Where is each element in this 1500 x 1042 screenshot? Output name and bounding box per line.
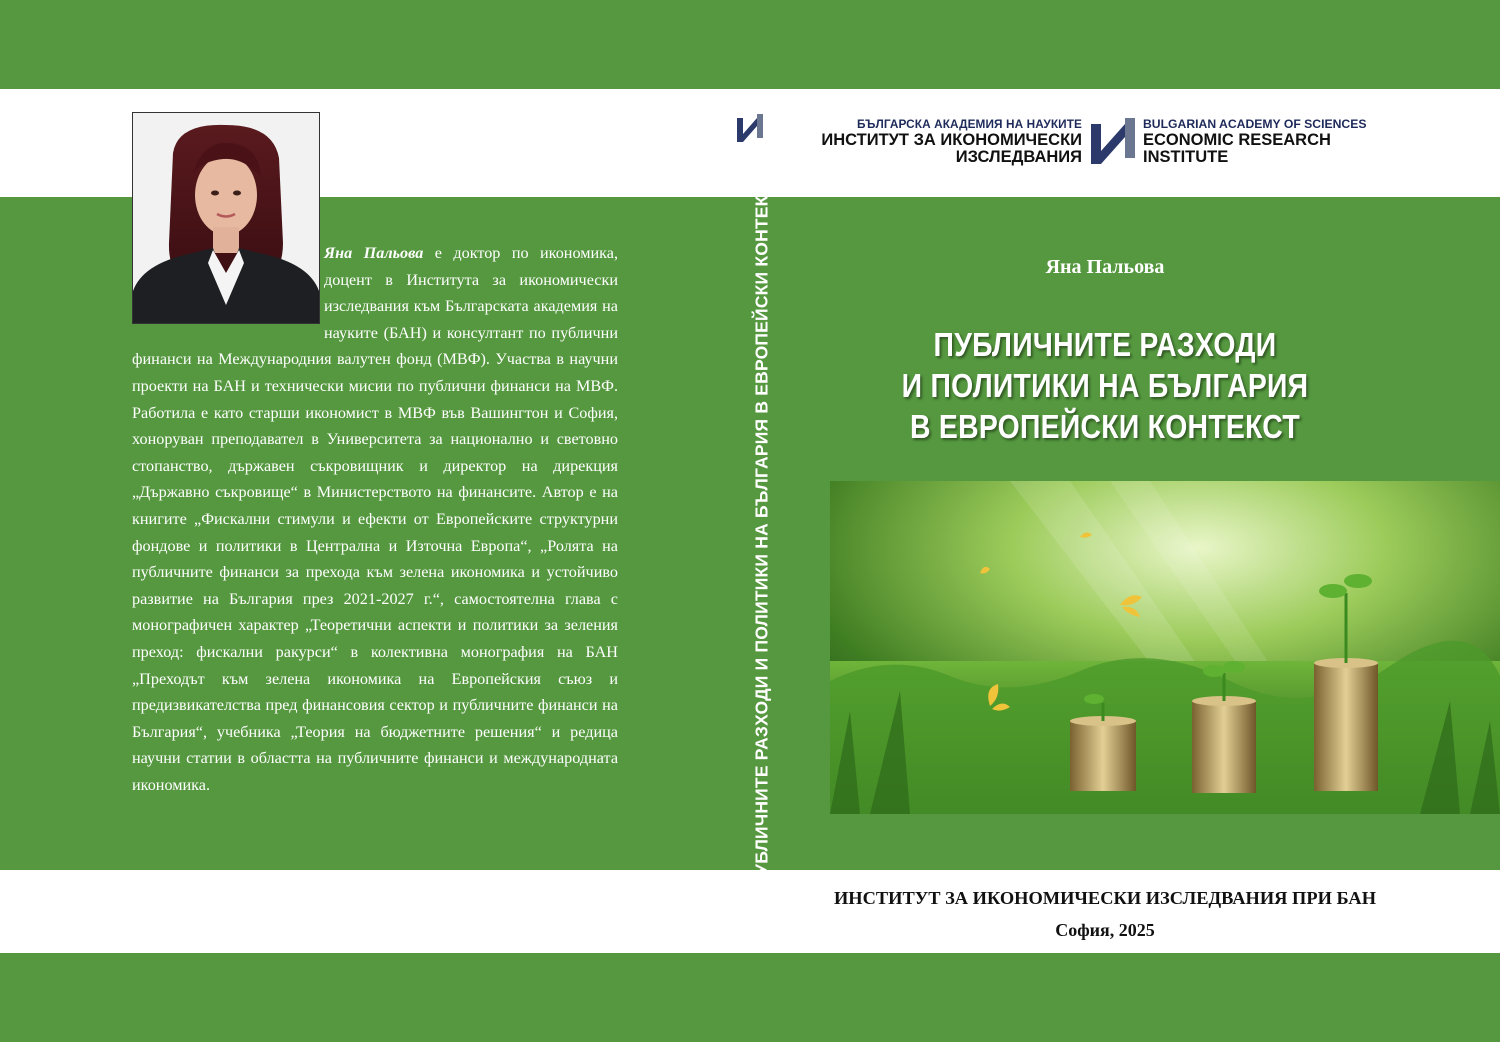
author-bio (132, 240, 618, 798)
institute-bg-line-1: БЪЛГАРСКА АКАДЕМИЯ НА НАУКИТЕ (856, 117, 1082, 131)
cover-image (830, 481, 1500, 814)
city-year: София, 2025 (1055, 920, 1155, 940)
publisher: ИНСТИТУТ ЗА ИКОНОМИЧЕСКИ ИЗСЛЕДВАНИЯ ПРИ БАН (834, 888, 1376, 908)
book-title-line-1: ПУБЛИЧНИТЕ РАЗХОДИ (933, 326, 1277, 363)
institute-bg-line-2: ИНСТИТУТ ЗА ИКОНОМИЧЕСКИ (821, 131, 1082, 149)
top-green-band (0, 0, 1500, 89)
institute-en-line-3: INSTITUTE (1143, 148, 1229, 166)
front-author: Яна Пальова (1045, 256, 1165, 278)
bio-author-name: Яна Пальова (324, 244, 424, 262)
institute-bg-line-3: ИЗСЛЕДВАНИЯ (955, 148, 1082, 166)
book-title-line-2: И ПОЛИТИКИ НА БЪЛГАРИЯ (901, 367, 1309, 404)
book-title (840, 324, 1370, 447)
bottom-green-band (0, 953, 1500, 1042)
bio-text: е доктор по икономика, доцент в Института за икономически изследвания към Българската академия на науките (БАН) и консултант по публични финанси на Международния валутен фонд (МВФ). Участва в научни проекти на БАН и технически мисии по публични финанси на МВФ. Работила е като старши икономист в МВФ във Вашингтон и София, хоноруван преподавател в Университета за национално и световно стопанство, държавен съкровищник и директор на дирекция „Държавно съкровище“ в Министерството на финансите. Автор е на книгите „Фискални стимули и ефекти от Европейските структурни фондове и политики в Централна и Източна Европа“, „Ролята на публичните финанси за прехода към зелена икономика и устойчиво развитие на България през 2021-2027 г.“, самостоятелна глава с монографичен характер „Теоретични аспекти и политики за зеления преход: фискални ракурси“ в колективна монография на БАН „Преходът към зелена икономика на Европейския съюз и предизвикателства пред финансовия сектор и публичните финанси на България“, учебника „Теория на бюджетните решения“ и редица научни статии в областта на публичните финанси и международната икономика. (132, 244, 618, 794)
institute-logo-icon (1091, 118, 1137, 164)
book-title-line-3: В ЕВРОПЕЙСКИ КОНТЕКСТ (910, 408, 1300, 445)
spine-title: ПУБЛИЧНИТЕ РАЗХОДИ И ПОЛИТИКИ НА БЪЛГАРИЯ В ЕВРОПЕЙСКИ КОНТЕКСТ (751, 172, 772, 888)
spine-logo-icon (737, 114, 763, 142)
institute-en-line-1: BULGARIAN ACADEMY OF SCIENCES (1143, 117, 1367, 131)
institute-en-line-2: ECONOMIC RESEARCH (1143, 131, 1331, 149)
